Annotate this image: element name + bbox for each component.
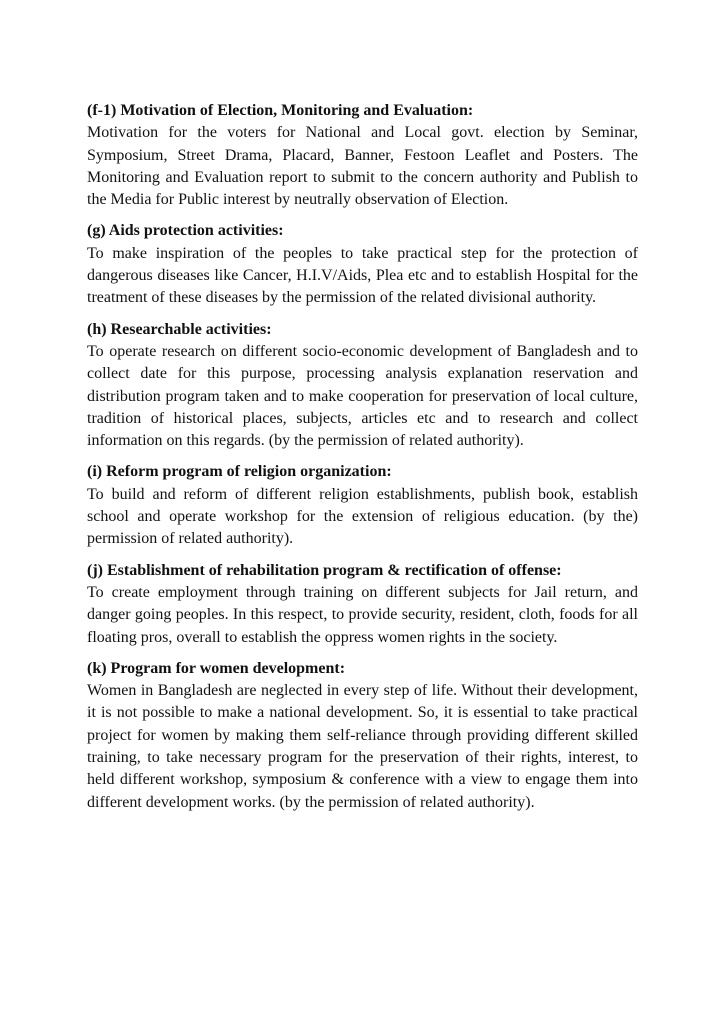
section-body: To make inspiration of the peoples to take practical step for the protection of dangerous diseases like Cancer, H.I.V/Aids, Plea etc and to establish Hospital for the treatment of these diseases by the permission of the related divisional authority. <box>87 244 638 307</box>
section-body: To build and reform of different religion establishments, publish book, establish school and operate workshop for the extension of religious education. (by the) permission of related authority). <box>87 485 638 548</box>
section-heading: (k) Program for women development: <box>87 659 346 677</box>
section-heading: (j) Establishment of rehabilitation program & rectification of offense: <box>87 561 562 579</box>
section-body: Motivation for the voters for National and Local govt. election by Seminar, Symposium, Street Drama, Placard, Banner, Festoon Leaflet and Posters. The Monitoring and Evaluation report to submit to the concern authority and Publish to the Media for Public interest by neutrally observation of Election. <box>87 124 638 209</box>
section-heading: (i) Reform program of religion organization: <box>87 463 392 481</box>
section-j-rehabilitation <box>87 560 638 649</box>
section-h-research <box>87 319 638 453</box>
section-body: Women in Bangladesh are neglected in every step of life. Without their development, it is not possible to make a national development. So, it is essential to take practical project for women by making them self-reliance through providing different skilled training, to take necessary program for the preservation of their rights, interest, to held different workshop, symposium & conference with a view to engage them into different development works. (by the permission of related authority). <box>87 682 638 811</box>
section-g-aids-protection <box>87 220 638 309</box>
section-body: To create employment through training on different subjects for Jail return, and danger going peoples. In this respect, to provide security, resident, cloth, foods for all floating pros, overall to establish the oppress women rights in the society. <box>87 583 638 646</box>
section-f1-election-motivation <box>87 100 638 211</box>
section-body: To operate research on different socio-economic development of Bangladesh and to collect date for this purpose, processing analysis explanation reservation and distribution program taken and to make cooperation for preservation of local culture, tradition of historical places, subjects, articles etc and to research and collect information on this regards. (by the permission of related authority). <box>87 342 638 450</box>
document-page <box>87 100 638 823</box>
section-i-religion-reform <box>87 461 638 550</box>
section-heading: (f-1) Motivation of Election, Monitoring and Evaluation: <box>87 102 474 119</box>
section-heading: (h) Researchable activities: <box>87 320 272 338</box>
section-k-women-development <box>87 658 638 814</box>
section-heading: (g) Aids protection activities: <box>87 222 284 240</box>
